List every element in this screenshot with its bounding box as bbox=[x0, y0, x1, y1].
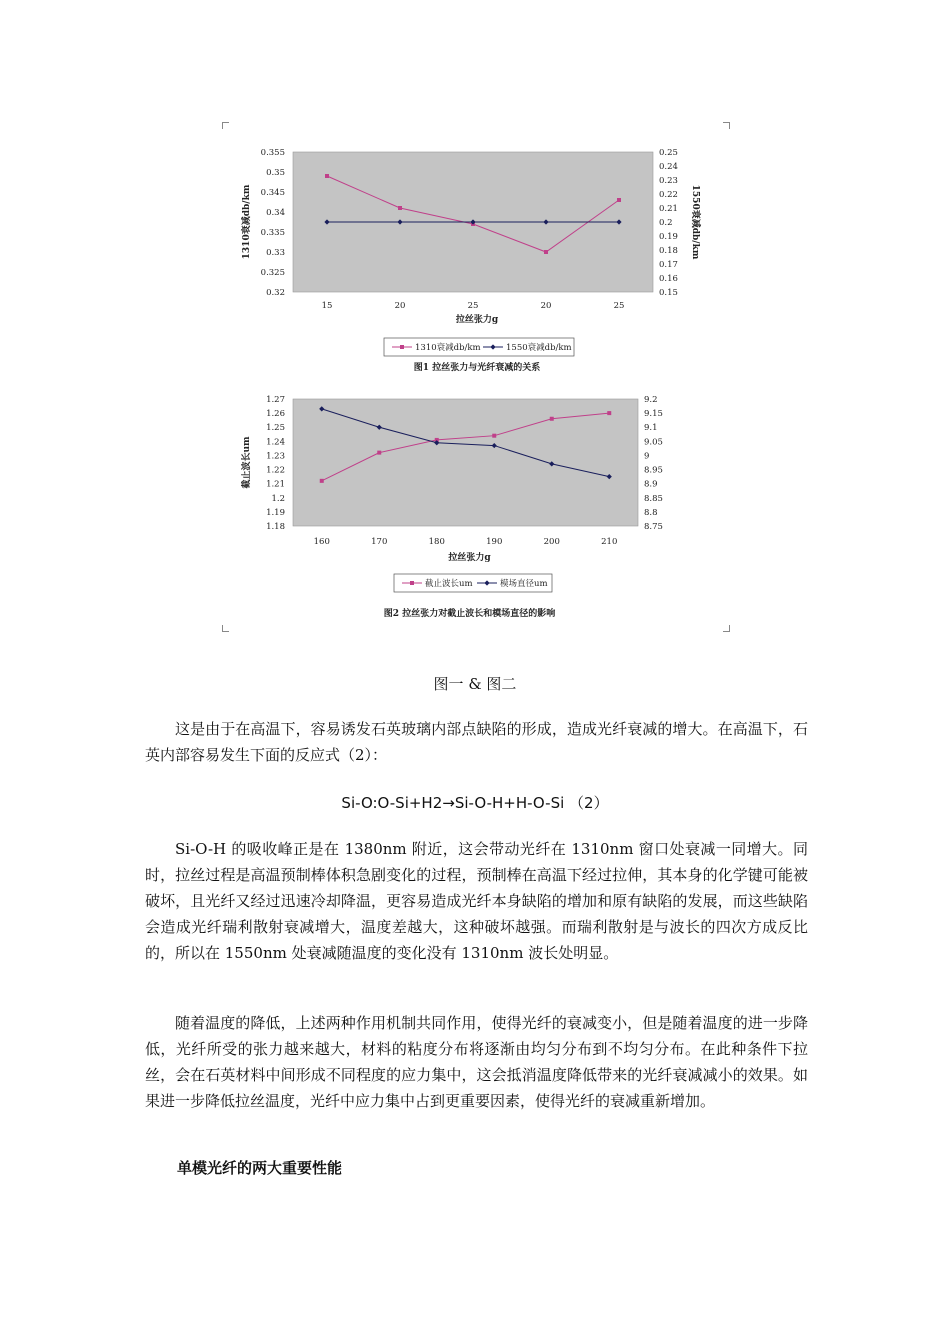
x-axis-title: 拉丝张力g bbox=[455, 315, 499, 325]
y-tick-label: 0.345 bbox=[260, 188, 285, 198]
charts-svg bbox=[222, 122, 730, 632]
data-point bbox=[325, 174, 329, 178]
x-tick-label: 15 bbox=[321, 301, 333, 311]
section-heading: 单模光纤的两大重要性能 bbox=[177, 1159, 343, 1177]
y-tick-label: 1.25 bbox=[266, 423, 285, 434]
legend-label: 1550衰减db/km bbox=[506, 343, 572, 353]
figure-image bbox=[222, 122, 730, 632]
y2-tick-label: 8.75 bbox=[644, 522, 663, 532]
x-axis-title: 拉丝张力g bbox=[448, 553, 491, 563]
y-axis-title: 1310衰减db/km bbox=[242, 184, 252, 260]
y2-tick-label: 0.24 bbox=[659, 162, 678, 172]
data-point bbox=[398, 206, 402, 210]
x-tick-label: 200 bbox=[543, 537, 560, 547]
data-point bbox=[544, 250, 548, 254]
y2-tick-label: 0.18 bbox=[659, 246, 678, 256]
y2-tick-label: 8.95 bbox=[644, 465, 663, 476]
y-tick-label: 0.355 bbox=[260, 148, 285, 158]
y2-tick-label: 8.8 bbox=[644, 507, 658, 518]
legend-label: 模场直径um bbox=[500, 579, 548, 589]
reaction-formula: Si-O:O-Si+H2→Si-O-H+H-O-Si （2） bbox=[341, 794, 609, 812]
x-tick-label: 190 bbox=[486, 537, 503, 547]
y-tick-label: 1.24 bbox=[266, 437, 285, 448]
legend-label: 截止波长um bbox=[425, 579, 473, 589]
x-tick-label: 180 bbox=[428, 537, 445, 547]
corner-mark bbox=[222, 625, 229, 632]
y2-tick-label: 0.17 bbox=[659, 260, 678, 270]
data-point bbox=[607, 411, 611, 415]
data-point bbox=[377, 451, 381, 455]
paragraph-3: 随着温度的降低，上述两种作用机制共同作用，使得光纤的衰减变小，但是随着温度的进一步降低，光纤所受的张力越来越大，材料的粘度分布将逐渐由均匀分布到不均匀分布。在此种条件下拉丝，会在石英材料中间形成不同程度的应力集中，这会抵消温度降低带来的光纤衰减减小的效果。如果进一步降低拉丝温度，光纤中应力集中占到更重要因素，使得光纤的衰减重新增加。 bbox=[145, 1014, 808, 1110]
paragraph-2: Si-O-H 的吸收峰正是在 1380nm 附近，这会带动光纤在 1310nm 窗口处衰减一同增大。同时，拉丝过程是高温预制棒体积急剧变化的过程，预制棒在高温下经过拉伸，其本身的化学键可能被破坏，且光纤又经过迅速冷却降温，更容易造成光纤本身缺陷的增加和原有缺陷的发展，而这些缺陷会造成光纤瑞利散射衰减增大，温度差越大，这种破坏越强。而瑞利散射是与波长的四次方成反比的，所以在 1550nm 处衰减随温度的变化没有 1310nm 波长处明显。 bbox=[145, 840, 808, 962]
x-tick-label: 160 bbox=[313, 537, 330, 547]
x-tick-label: 20 bbox=[540, 301, 552, 311]
y2-tick-label: 9.05 bbox=[644, 437, 663, 448]
data-point bbox=[617, 198, 621, 202]
y-tick-label: 0.34 bbox=[266, 208, 285, 218]
x-tick-label: 20 bbox=[394, 301, 406, 311]
paragraph-1: 这是由于在高温下，容易诱发石英玻璃内部点缺陷的形成，造成光纤衰减的增大。在高温下，石英内部容易发生下面的反应式（2）： bbox=[145, 720, 808, 764]
data-point bbox=[550, 417, 554, 421]
y-tick-label: 1.19 bbox=[266, 507, 285, 518]
figure-caption: 图一 & 图二 bbox=[433, 675, 517, 693]
y-tick-label: 0.325 bbox=[260, 268, 285, 278]
chart-caption: 图2 拉丝张力对截止波长和模场直径的影响 bbox=[383, 609, 556, 619]
legend-label: 1310衰减db/km bbox=[415, 343, 481, 353]
y2-tick-label: 9.15 bbox=[644, 409, 663, 420]
corner-mark bbox=[723, 122, 730, 129]
y2-tick-label: 0.25 bbox=[659, 148, 678, 158]
y-tick-label: 0.33 bbox=[266, 248, 285, 258]
y-tick-label: 1.27 bbox=[266, 395, 285, 405]
y-tick-label: 1.18 bbox=[266, 522, 285, 532]
y2-tick-label: 0.16 bbox=[659, 274, 678, 284]
y2-tick-label: 0.2 bbox=[659, 218, 673, 228]
y-tick-label: 1.22 bbox=[266, 465, 285, 476]
x-tick-label: 210 bbox=[601, 537, 618, 547]
x-tick-label: 25 bbox=[467, 301, 479, 311]
data-point bbox=[492, 434, 496, 438]
y2-tick-label: 0.19 bbox=[659, 232, 678, 242]
y-tick-label: 0.32 bbox=[266, 288, 285, 298]
y-tick-label: 1.23 bbox=[266, 451, 285, 462]
x-tick-label: 170 bbox=[371, 537, 388, 547]
y2-tick-label: 0.15 bbox=[659, 288, 678, 298]
y-tick-label: 0.335 bbox=[260, 228, 285, 238]
legend-marker bbox=[400, 345, 404, 349]
corner-mark bbox=[222, 122, 229, 129]
y2-axis-title: 1550衰减db/km bbox=[690, 184, 700, 260]
y2-tick-label: 0.22 bbox=[659, 190, 678, 200]
y2-tick-label: 9.1 bbox=[644, 423, 658, 434]
corner-mark bbox=[723, 625, 730, 632]
legend-marker bbox=[410, 581, 414, 585]
y2-tick-label: 0.21 bbox=[659, 204, 678, 214]
y2-tick-label: 8.85 bbox=[644, 493, 663, 504]
y-tick-label: 1.26 bbox=[266, 409, 285, 420]
data-point bbox=[320, 479, 324, 483]
y2-tick-label: 0.23 bbox=[659, 176, 678, 186]
chart-caption: 图1 拉丝张力与光纤衰减的关系 bbox=[413, 363, 541, 373]
y-tick-label: 0.35 bbox=[266, 168, 285, 178]
y-axis-title: 截止波长um bbox=[242, 436, 252, 489]
y-tick-label: 1.21 bbox=[266, 479, 285, 490]
y2-tick-label: 8.9 bbox=[644, 479, 658, 490]
y2-tick-label: 9 bbox=[644, 451, 650, 462]
plot-area bbox=[293, 399, 638, 526]
y2-tick-label: 9.2 bbox=[644, 395, 658, 405]
x-tick-label: 25 bbox=[613, 301, 625, 311]
y-tick-label: 1.2 bbox=[271, 493, 285, 504]
